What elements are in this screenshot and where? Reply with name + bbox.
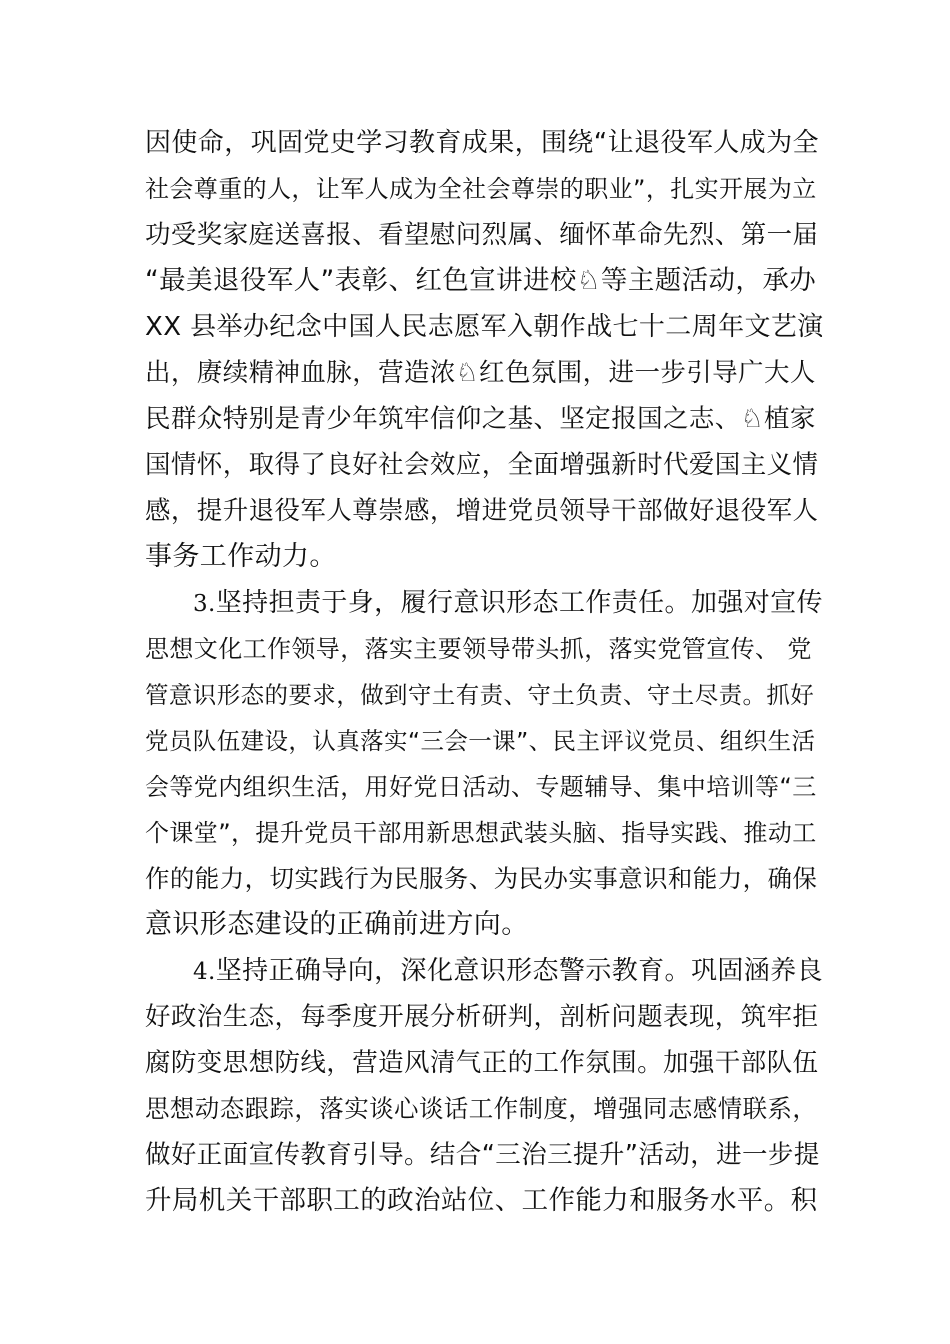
paragraph-line: 管意识形态的要求，做到守土有责、守土负责、守土尽责。抓好 (145, 681, 815, 709)
paragraph-line: 意识形态建设的正确前进方向。 (145, 909, 529, 940)
paragraph-line: 思想动态跟踪，落实谈心谈话工作制度，增强同志感情联系， (145, 1094, 818, 1123)
paragraph-line: 个课堂”，提升党员干部用新思想武装头脑、指导实践、推动工 (145, 819, 817, 847)
paragraph-number: 4. (193, 959, 216, 985)
paragraph-line: 腐防变思想防线，营造风清气正的工作氛围。加强干部队伍 (145, 1048, 819, 1078)
paragraph-number: 3. (193, 591, 216, 617)
paragraph-line: 国情怀，取得了良好社会效应，全面增强新时代爱国主义情 (145, 450, 819, 480)
paragraph-line: 坚持担责于身，履行意识形态工作责任。加强对宣传 (215, 588, 823, 618)
paragraph-first-line (145, 580, 825, 626)
paragraph-line: 感，提升退役军人尊崇感，增进党员领导干部做好退役军人 (145, 496, 819, 526)
paragraph-line: 党员队伍建设，认真落实“三会一课”、民主评议党员、组织生活 (145, 727, 816, 755)
paragraph-line: 坚持正确导向，深化意识形态警示教育。巩固涵养良 (215, 956, 823, 986)
paragraph-3 (145, 948, 825, 1224)
paragraph-line: XX 县举办纪念中国人民志愿军入朝作战七十二周年文艺演 (145, 312, 824, 342)
paragraph-line: 做好正面宣传教育引导。结合“三治三提升”活动，进一步提 (145, 1140, 820, 1170)
paragraph-2 (145, 580, 825, 948)
paragraph-first-line (145, 948, 825, 994)
paragraph-line: 社会尊重的人，让军人成为全社会尊崇的职业”，扎实开展为立 (145, 175, 817, 203)
paragraph-line: 出，赓续精神血脉，营造浓♘红色氛围，进一步引导广大人 (145, 358, 816, 388)
paragraph-line: “最美退役军人”表彰、红色宣讲进校♘等主题活动，承办 (145, 265, 817, 296)
paragraph-line: 作的能力，切实践行为民服务、为民办实事意识和能力，确保 (145, 864, 818, 893)
paragraph-line: 会等党内组织生活，用好党日活动、专题辅导、集中培训等“三 (145, 773, 817, 801)
paragraph-line: 好政治生态，每季度开展分析研判，剖析问题表现，筑牢拒 (145, 1002, 819, 1032)
paragraph-line: 功受奖家庭送喜报、看望慰问烈属、缅怀革命先烈、第一届 (145, 220, 819, 250)
paragraph-line: 民群众特别是青少年筑牢信仰之基、坚定报国之志、♘植家 (145, 404, 816, 434)
paragraph-1 (145, 120, 825, 580)
paragraph-line: 升局机关干部职工的政治站位、工作能力和服务水平。积 (145, 1185, 818, 1216)
paragraph-line: 因使命，巩固党史学习教育成果，围绕“让退役军人成为全 (145, 128, 819, 158)
paragraph-line: 事务工作动力。 (145, 541, 337, 572)
paragraph-line: 思想文化工作领导，落实主要领导带头抓，落实党管宣传、 党 (145, 635, 812, 663)
